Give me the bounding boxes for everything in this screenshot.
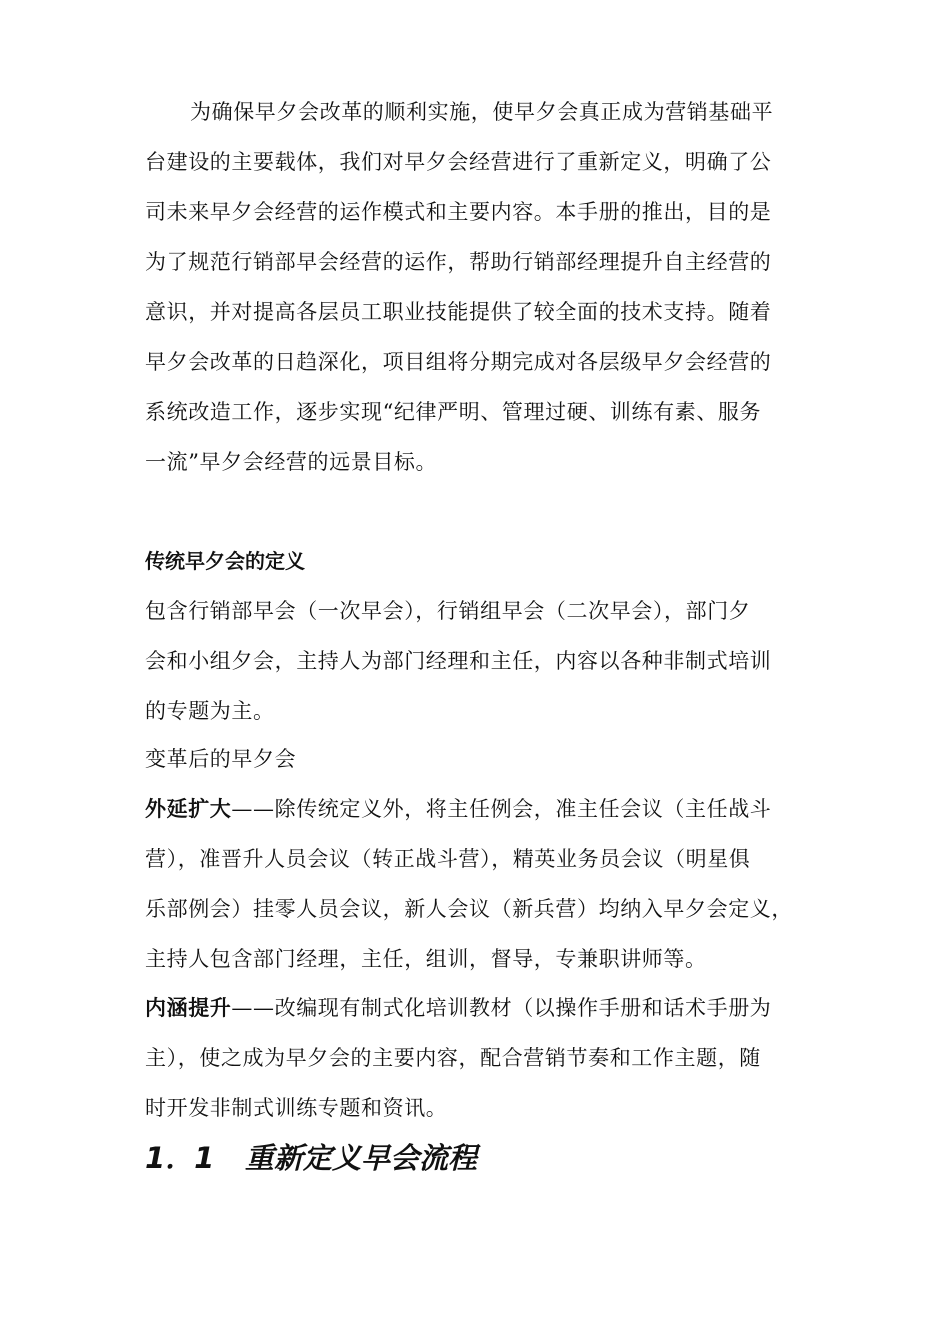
intro-line: 司未来早夕会经营的运作模式和主要内容。本手册的推出，目的是 — [145, 200, 772, 224]
intro-line: 系统改造工作，逐步实现“纪律严明、管理过硬、训练有素、服务 — [145, 400, 762, 424]
connotation-line — [145, 994, 771, 1022]
reformed-heading: 变革后的早夕会 — [145, 747, 297, 771]
extension-text: ——除传统定义外，将主任例会，准主任会议（主任战斗 — [231, 797, 772, 821]
extension-line: 乐部例会）挂零人员会议，新人会议（新兵营）均纳入早夕会定义， — [145, 897, 793, 921]
section-title — [145, 1140, 477, 1176]
intro-line: 台建设的主要载体，我们对早夕会经营进行了重新定义，明确了公 — [145, 150, 772, 174]
section-title-text: 重新定义早会流程 — [245, 1141, 478, 1175]
traditional-heading: 传统早夕会的定义 — [145, 549, 305, 573]
traditional-line: 的专题为主。 — [145, 699, 275, 723]
connotation-line: 时开发非制式训练专题和资讯。 — [145, 1096, 448, 1120]
intro-line: 意识，并对提高各层员工职业技能提供了较全面的技术支持。随着 — [145, 300, 772, 324]
intro-line: 为确保早夕会改革的顺利实施，使早夕会真正成为营销基础平 — [190, 100, 774, 124]
traditional-line: 包含行销部早会（一次早会），行销组早会（二次早会），部门夕 — [145, 599, 751, 623]
section-number: 1．1 — [145, 1141, 215, 1175]
connotation-label: 内涵提升 — [145, 996, 232, 1020]
connotation-text: ——改编现有制式化培训教材（以操作手册和话术手册为 — [231, 996, 772, 1020]
connotation-line: 主），使之成为早夕会的主要内容，配合营销节奏和工作主题，随 — [145, 1046, 761, 1070]
extension-line: 营），准晋升人员会议（转正战斗营），精英业务员会议（明星俱 — [145, 847, 751, 871]
extension-line: 主持人包含部门经理，主任，组训，督导，专兼职讲师等。 — [145, 947, 707, 971]
traditional-line: 会和小组夕会，主持人为部门经理和主任，内容以各种非制式培训 — [145, 649, 772, 673]
intro-line: 为了规范行销部早会经营的运作，帮助行销部经理提升自主经营的 — [145, 250, 772, 274]
extension-label: 外延扩大 — [145, 797, 232, 821]
extension-line — [145, 795, 771, 823]
intro-line: 早夕会改革的日趋深化，项目组将分期完成对各层级早夕会经营的 — [145, 350, 772, 374]
intro-line: 一流”早夕会经营的远景目标。 — [145, 450, 438, 474]
